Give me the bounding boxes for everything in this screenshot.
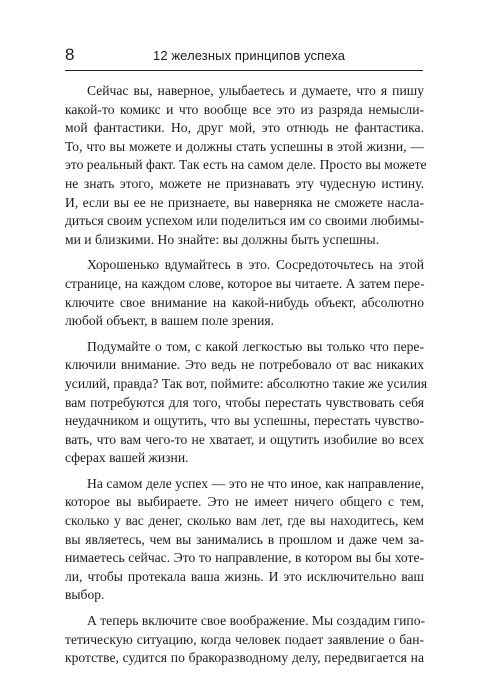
text-line: диться своим успехом или поделиться им со своими любимы- — [65, 213, 425, 229]
text-line: сферах вашей жизни. — [65, 450, 189, 466]
text-line: выбор. — [65, 587, 105, 603]
text-line: не знать этого, можете не признавать эту чудесную истину. — [65, 175, 424, 191]
text-line: Хорошенько вдумайтесь в это. Сосредоточьтесь на этой — [87, 257, 424, 273]
text-line: ключите свое внимание на какой-нибудь объект, абсолютно — [65, 294, 424, 310]
text-line: кротстве, судится по бракоразводному делу, передвигается на — [65, 650, 424, 666]
running-title: 12 железных принципов успеха — [153, 48, 346, 63]
paragraph — [65, 338, 428, 468]
text-line: вы являетесь, чем вы занимались в прошлом и даже чем за- — [65, 531, 424, 547]
text-line: странице, на каждом слове, которое вы читаете. А затем пере- — [65, 275, 425, 291]
text-line: любой объект, в вашем поле зрения. — [65, 313, 275, 329]
paragraph — [65, 612, 424, 668]
paragraph — [65, 82, 427, 249]
text-line: какой-то комикс и что вообще все это из разряда немысли- — [65, 101, 424, 117]
text-line: ми и близкими. Но знайте: вы должны быть успешны. — [65, 231, 380, 247]
text-line: Подумайте о том, с какой легкостью вы только что пере- — [87, 338, 424, 354]
text-line: это реальный факт. Так есть на самом деле. Просто вы можете — [65, 157, 427, 173]
text-line: ключили внимание. Это ведь не потребовало от вас никаких — [65, 357, 424, 373]
paragraph — [65, 256, 424, 330]
text-line: неудачником и ощутить, что вы успешны, перестать чувство- — [65, 413, 424, 429]
text-line: которое вы выбираете. Это не имеет ничего общего с тем, — [65, 494, 424, 510]
text-line: Сейчас вы, наверное, улыбаетесь и думаете, что я пишу — [87, 83, 424, 98]
text-line: вать, что вам чего-то не хватает, и ощутить изобилие во всех — [65, 431, 424, 447]
body-text — [65, 82, 428, 675]
text-line: ли, чтобы протекала ваша жизнь. И это исключительно ваш — [65, 568, 424, 584]
text-line: мой фантастики. Но, друг мой, это отнюдь не фантастика. — [65, 120, 424, 136]
text-line: А теперь включите свое воображение. Мы создадим гипо- — [87, 613, 426, 629]
text-line: И, если вы ее не признаете, вы наверняка не сможете насла- — [65, 194, 424, 210]
page-number: 8 — [65, 45, 75, 64]
text-line: вам потребуются для того, чтобы перестать чувствовать себя — [65, 394, 424, 410]
text-line: На самом деле успех — это не что иное, как направление, — [87, 475, 424, 491]
text-line: тетическую ситуацию, когда человек подает заявление о бан- — [65, 631, 424, 647]
running-header — [65, 42, 423, 71]
text-line: сколько у вас денег, сколько вам лет, где вы находитесь, кем — [65, 513, 424, 529]
text-line: нимаетесь сейчас. Это то направление, в котором вы бы хоте- — [65, 550, 424, 566]
paragraph — [65, 475, 424, 605]
text-line: То, что вы можете и должны стать успешны в этой жизни, — — [65, 138, 424, 154]
text-line: усилий, правда? Так вот, поймите: абсолютно такие же усилия — [65, 375, 428, 391]
